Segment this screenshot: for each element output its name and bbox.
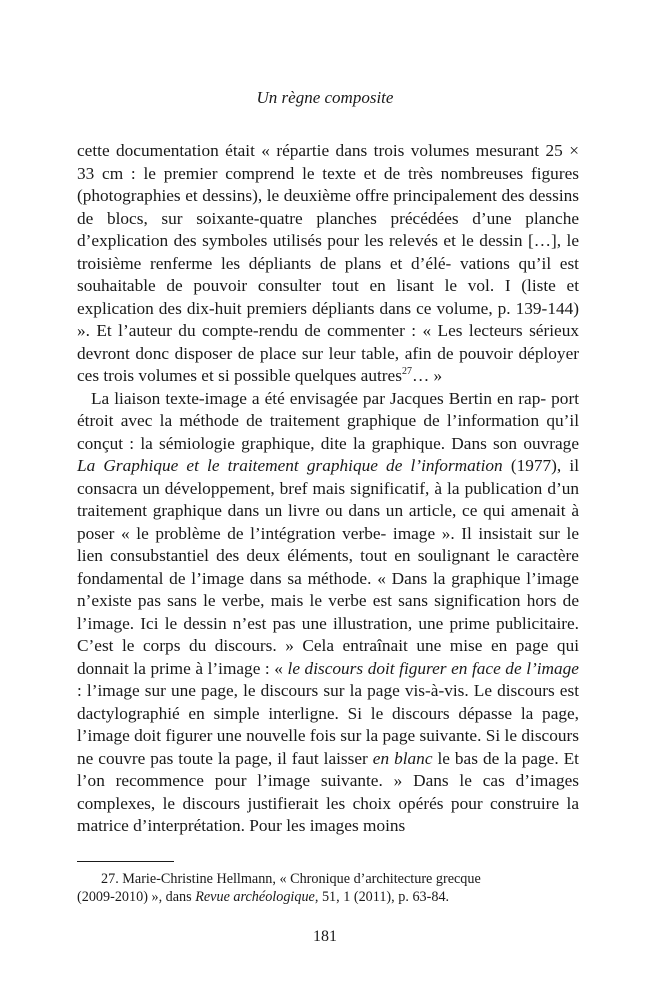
body-text <box>77 140 579 838</box>
journal-title: Revue archéologique <box>195 889 315 905</box>
running-head: Un règne composite <box>256 88 394 107</box>
footnote-reference[interactable]: 27 <box>401 366 412 378</box>
paragraph-quote-continuation: cette documentation était « répartie dans trois volumes mesurant 25 × 33 cm : le premier comprend le texte et de très nombreuses figures (photographies et dessins), le deuxième offre principalement des dessins de blocs, sur soixante-quatre planches précédées d’une planche d’explication des symboles utilisés pour les relevés et le dessin […], le troisième renferme les dépliants de plans et d’élé- vations qu’il est souhaitable de pouvoir consulter tout en lisant le vol. I (liste et explication des dix-huit premiers dépliants dans ce volume, p. 139-144) ». Et l’auteur du compte-rendu de commenter : « Les lecteurs sérieux devront donc disposer de place sur leur table, afin de pouvoir déployer ces trois volumes et si possible quelques autres$^{27}$… » <box>77 141 579 385</box>
emphasis-quote: le discours doit figurer en face de l’image <box>287 658 579 678</box>
book-title: La Graphique et le traitement graphique de l’information <box>77 456 503 475</box>
page-number: 181 <box>313 928 337 945</box>
footnote-number: 27. <box>101 871 119 887</box>
footnote-divider <box>77 861 174 862</box>
emphasis-en-blanc: en blanc <box>372 748 433 768</box>
paragraph-bertin: La liaison texte-image a été envisagée par Jacques Bertin en rap- port étroit avec la méthode de traitement graphique de l’information qu’il conçut : la sémiologie graphique, dite la graphique. Dans son ouvrage La Graphique et le traitement graphique de l’information (1977), il consacra un développement, bref mais significatif, à la publication d’un traitement graphique dans un livre ou dans un article, ce qui amenait à poser « le problème de l’intégration verbe- image ». Il insistait sur le lien consubstantiel des deux éléments, tout en soulignant le caractère fondamental de l’image dans sa méthode. « Dans la graphique l’image n’existe pas sans le verbe, mais le verbe est sans signification hors de l’image. Ici le dessin n’est pas une illustration, une prime publicitaire. C’est le corps du discours. » Cela entraînait une mise en page qui donnait la prime à l’image : « le discours doit figurer en face de l’image : l’image sur une page, le discours sur la page vis-à-vis. Le discours est dactylographié en simple interligne. Si le discours dépasse la page, l’image doit figurer une nouvelle fois sur la page suivante. Si le discours ne couvre pas toute la page, il faut laisser en blanc le bas de la page. Et l’on recommence pour l’image suivante. » Dans le cas d’images complexes, le discours justifierait les choix opérés pour construire la matrice d’interprétation. Pour les images moins <box>77 388 580 835</box>
footnote-27: 27. Marie-Christine Hellmann, « Chronique d’architecture grecque (2009-2010) », dans Revue archéologique, 51, 1 (2011), p. 63-84. <box>77 871 481 905</box>
